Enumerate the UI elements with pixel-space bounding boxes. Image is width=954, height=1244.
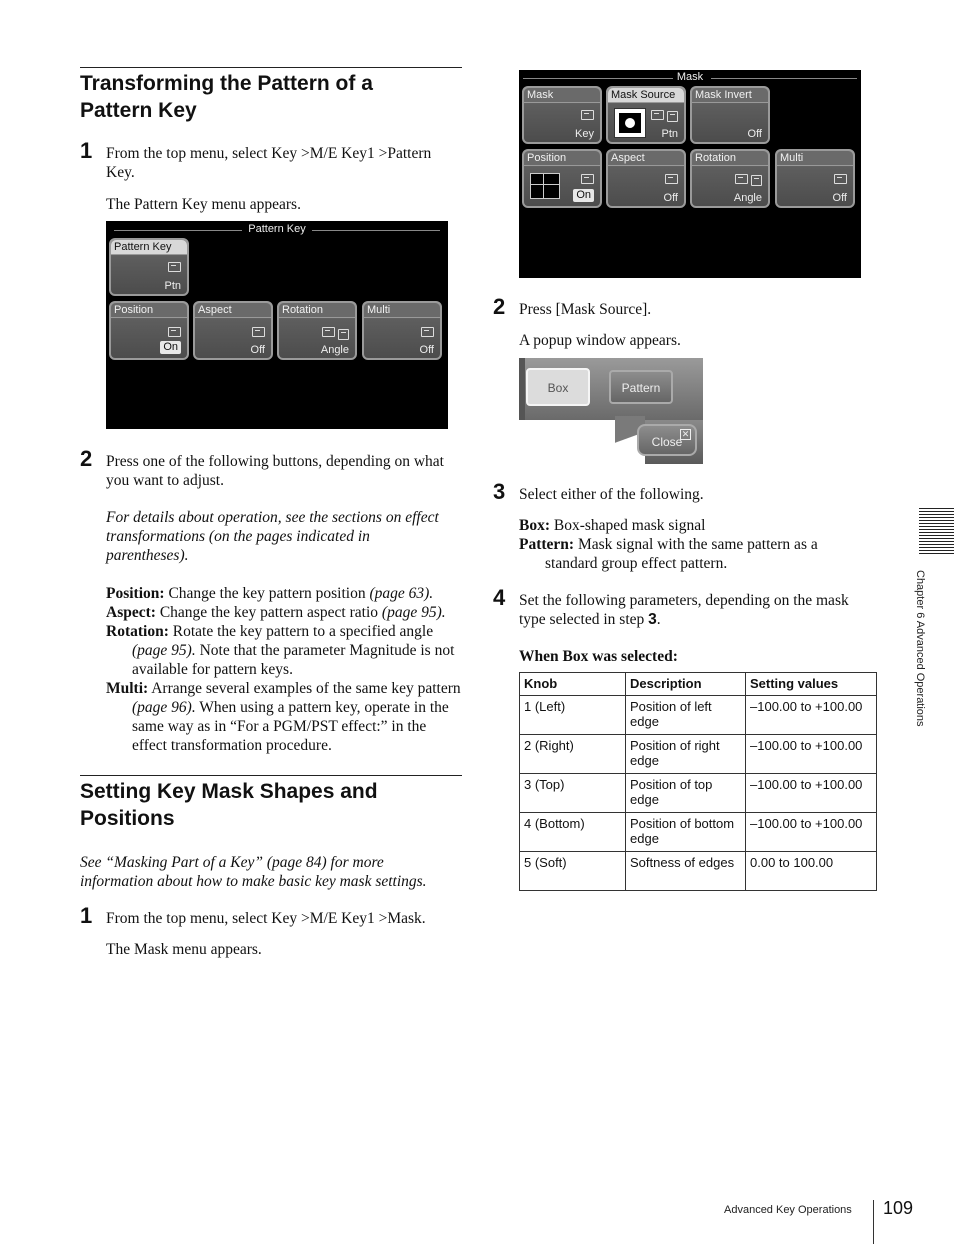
mask-source-popup — [519, 358, 703, 464]
on-indicator: On — [160, 341, 181, 354]
chapter-label: Chapter 6 Advanced Operations — [914, 570, 926, 727]
pattern-key-button[interactable]: Pattern Key Ptn — [109, 238, 189, 296]
mask-button[interactable]: Mask Key — [522, 86, 602, 144]
definition-pattern: Pattern: Mask signal with the same pattern as a standard group effect pattern. — [519, 536, 818, 572]
keyboard-icon — [581, 174, 594, 184]
pattern-button[interactable]: Pattern — [609, 370, 673, 404]
keyboard-icon — [168, 262, 181, 272]
table-cell: Position of top edge — [626, 774, 746, 813]
keyboard-icon — [168, 327, 181, 337]
step-number: 4 — [493, 585, 506, 610]
step-number: 1 — [80, 138, 93, 163]
step-text: Press [Mask Source]. — [519, 301, 652, 318]
rotation-button[interactable]: Rotation Angle — [277, 301, 357, 360]
table-row — [520, 813, 877, 852]
table-cell: 2 (Right) — [520, 735, 626, 774]
rotate-icon — [751, 175, 762, 186]
step-number: 1 — [80, 903, 93, 928]
section-rule — [80, 775, 462, 776]
mask-invert-button[interactable]: Mask Invert Off — [690, 86, 770, 144]
section-title-mask: Setting Key Mask Shapes and Positions — [80, 780, 378, 830]
chapter-tab-marker — [919, 508, 954, 556]
pattern-preview — [614, 108, 646, 138]
table-cell: Position of left edge — [626, 696, 746, 735]
table-caption: When Box was selected: — [519, 648, 678, 665]
page-number: 109 — [883, 1198, 914, 1218]
table-header: Setting values — [746, 673, 877, 696]
table-cell: 0.00 to 100.00 — [746, 852, 877, 891]
table-cell: –100.00 to +100.00 — [746, 735, 877, 774]
table-cell: 4 (Bottom) — [520, 813, 626, 852]
mask-menu-screenshot — [519, 70, 861, 278]
step-result: A popup window appears. — [519, 332, 681, 349]
definition-multi: Multi: Arrange several examples of the same key pattern (page 96). When using a pattern key, operate in the same way as in “For a PGM/PST effect:” in the effect transformation procedure. — [106, 680, 461, 754]
note-text: For details about operation, see the sections on effect transformations (on the pages indicated in parentheses). — [106, 509, 439, 564]
table-row — [520, 774, 877, 813]
definition-list — [519, 516, 869, 573]
multi-button[interactable]: Multi Off — [362, 301, 442, 360]
table-header: Description — [626, 673, 746, 696]
keyboard-icon — [421, 327, 434, 337]
multi-button[interactable]: Multi Off — [775, 149, 855, 208]
step-number: 3 — [493, 479, 506, 504]
table-row — [520, 852, 877, 891]
rotation-button[interactable]: Rotation Angle — [690, 149, 770, 208]
menu-title: Mask — [676, 71, 704, 83]
keyboard-icon — [651, 110, 664, 120]
table-header: Knob — [520, 673, 626, 696]
section-title-transforming: Transforming the Pattern of a Pattern Key — [80, 72, 373, 122]
step-result: The Mask menu appears. — [106, 941, 262, 958]
table-row — [520, 735, 877, 774]
step-text: From the top menu, select Key >M/E Key1 >Pattern Key. — [106, 145, 432, 181]
table-cell: 3 (Top) — [520, 774, 626, 813]
definition-box: Box: Box-shaped mask signal — [519, 517, 706, 534]
definition-list — [106, 584, 464, 755]
menu-title: Pattern Key — [248, 223, 306, 235]
keyboard-icon — [581, 110, 594, 120]
on-indicator: On — [573, 189, 594, 202]
close-button[interactable]: Close ✕ — [637, 424, 697, 456]
table-row — [520, 696, 877, 735]
step-number: 2 — [80, 446, 93, 471]
keyboard-icon — [322, 327, 335, 337]
table-cell: –100.00 to +100.00 — [746, 813, 877, 852]
step-text: From the top menu, select Key >M/E Key1 >Mask. — [106, 910, 426, 927]
footer-divider — [873, 1200, 874, 1244]
rotate-icon — [338, 329, 349, 340]
definition-position: Position: Change the key pattern position (page 63). — [106, 585, 434, 602]
footer-section: Advanced Key Operations — [724, 1204, 852, 1216]
mask-source-button[interactable]: Mask Source Ptn — [606, 86, 686, 144]
step-number: 2 — [493, 294, 506, 319]
section-rule — [80, 67, 462, 68]
aspect-button[interactable]: Aspect Off — [606, 149, 686, 208]
definition-aspect: Aspect: Change the key pattern aspect ratio (page 95). — [106, 604, 446, 621]
step-text: Set the following parameters, depending on the mask type selected in step 3. — [519, 592, 849, 628]
pattern-key-menu-screenshot — [106, 221, 448, 429]
keyboard-icon — [665, 174, 678, 184]
table-cell: Position of bottom edge — [626, 813, 746, 852]
table-cell: –100.00 to +100.00 — [746, 696, 877, 735]
box-button[interactable]: Box — [526, 368, 590, 406]
position-button[interactable]: Position On — [522, 149, 602, 208]
rotate-icon — [667, 111, 678, 122]
step-text: Press one of the following buttons, depending on what you want to adjust. — [106, 453, 444, 489]
close-icon: ✕ — [681, 429, 690, 439]
keyboard-icon — [252, 327, 265, 337]
parameter-table — [519, 672, 877, 891]
step-result: The Pattern Key menu appears. — [106, 196, 301, 213]
aspect-button[interactable]: Aspect Off — [193, 301, 273, 360]
table-cell: 1 (Left) — [520, 696, 626, 735]
step-text: Select either of the following. — [519, 486, 704, 503]
definition-rotation: Rotation: Rotate the key pattern to a specified angle (page 95). Note that the parameter Magnitude is not available for pattern keys. — [106, 623, 455, 678]
table-cell: 5 (Soft) — [520, 852, 626, 891]
position-button[interactable]: Position On — [109, 301, 189, 360]
table-cell: Position of right edge — [626, 735, 746, 774]
note-text: See “Masking Part of a Key” (page 84) for more information about how to make basic key mask settings. — [80, 854, 427, 890]
table-cell: Softness of edges — [626, 852, 746, 891]
table-cell: –100.00 to +100.00 — [746, 774, 877, 813]
keyboard-icon — [735, 174, 748, 184]
position-preview — [530, 173, 560, 199]
keyboard-icon — [834, 174, 847, 184]
